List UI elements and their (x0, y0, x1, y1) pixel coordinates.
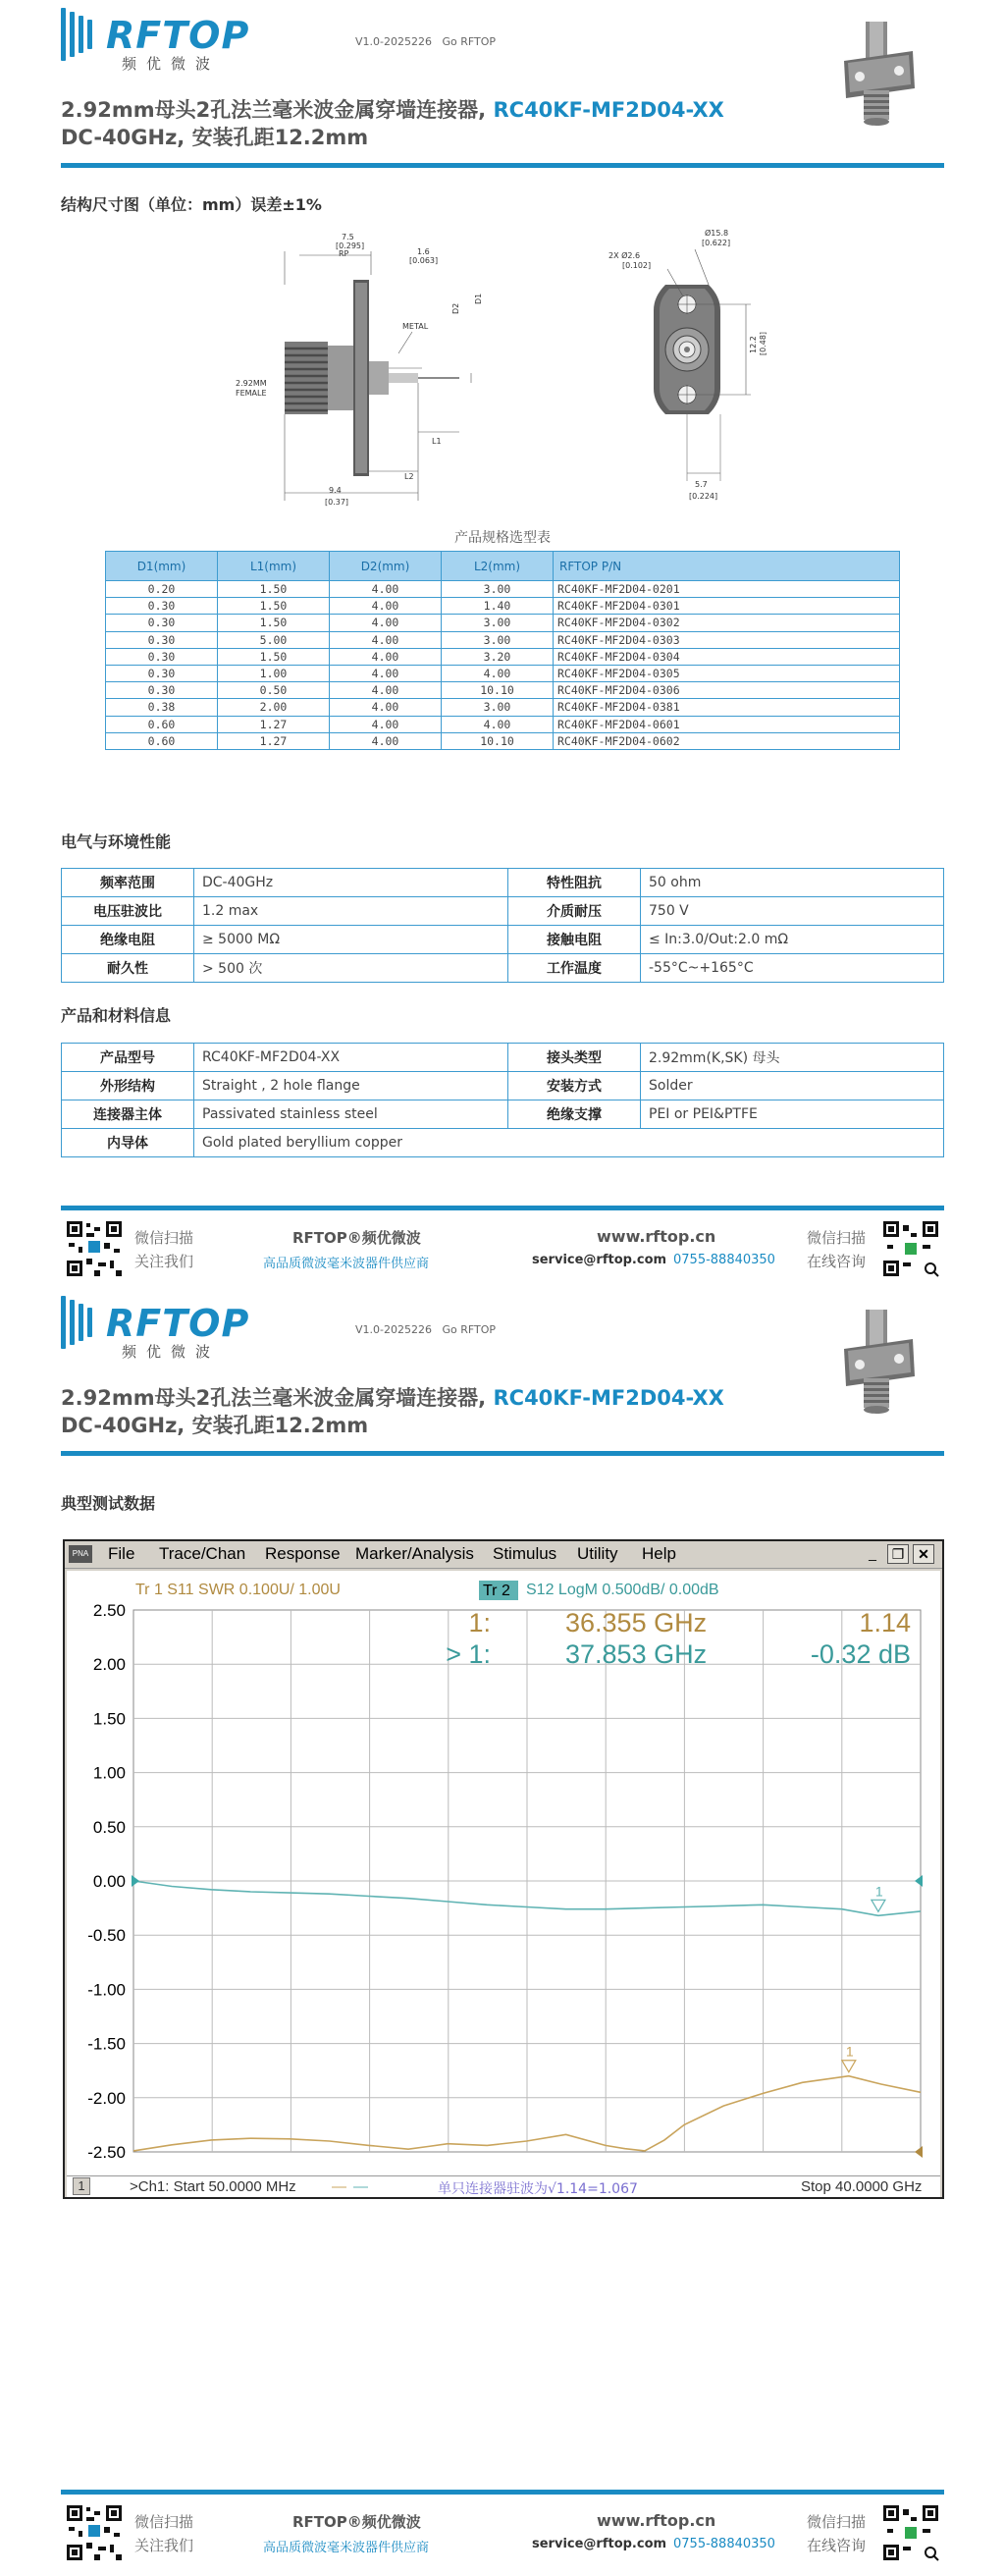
table-row (62, 926, 944, 954)
svg-text:[0.063]: [0.063] (409, 256, 439, 265)
table-cell: 3.00 (442, 699, 554, 716)
property-value: PEI or PEI&PTFE (641, 1100, 944, 1129)
table-cell: 3.00 (442, 631, 554, 648)
table-cell: RC40KF-MF2D04-0303 (554, 631, 900, 648)
footer-online-consult: 在线咨询 (807, 2537, 867, 2554)
version-label: V1.0-2025226 Go RFTOP (355, 35, 497, 48)
front-view-drawing (599, 226, 795, 520)
footer-wechat-scan-right: 微信扫描 (807, 1229, 867, 1247)
table-cell: RC40KF-MF2D04-0601 (554, 716, 900, 732)
svg-text:D2: D2 (451, 302, 460, 314)
y-tick-label: 1.00 (92, 1763, 126, 1783)
product-photo-2 (824, 1300, 932, 1427)
footer-divider (61, 2490, 944, 2495)
svg-text:[0.48]: [0.48] (759, 331, 767, 355)
table-cell: 4.00 (442, 665, 554, 681)
marker-s12-label: 1 (874, 1883, 883, 1900)
table-cell: 4.00 (330, 716, 442, 732)
svg-text:[0.622]: [0.622] (702, 239, 731, 247)
table-cell: 4.00 (330, 682, 442, 699)
status-trace1-legend-icon: — (332, 2178, 346, 2195)
marker1-frequency: 36.355 GHz (565, 1608, 708, 1637)
table-row (106, 716, 900, 732)
col-d1: D1(mm) (106, 552, 218, 581)
table-row (62, 1072, 944, 1100)
trace1-label: Tr 1 S11 SWR 0.100U/ 1.00U (135, 1582, 341, 1598)
vna-menu-bar (65, 1541, 942, 1569)
property-value: 750 V (641, 897, 944, 926)
y-tick-label: -2.50 (87, 2143, 126, 2162)
footer-wechat-scan-right: 微信扫描 (807, 2513, 867, 2531)
y-tick-label: 1.50 (92, 1709, 126, 1729)
spec-table-caption: 产品规格选型表 (454, 530, 551, 546)
footer-divider (61, 1206, 944, 1210)
property-name: 接头类型 (508, 1044, 641, 1072)
status-channel-number: 1 (73, 2177, 90, 2195)
svg-text:2.92MM: 2.92MM (236, 379, 267, 388)
vna-status-bar (67, 2175, 940, 2197)
table-cell: 0.30 (106, 665, 218, 681)
table-cell: RC40KF-MF2D04-0301 (554, 598, 900, 615)
footer-follow-us: 关注我们 (134, 2537, 194, 2554)
status-trace2-legend-icon: — (353, 2178, 368, 2195)
table-row (106, 682, 900, 699)
version-label-2: V1.0-2025226 Go RFTOP (355, 1323, 497, 1336)
property-value: ≤ In:3.0/Out:2.0 mΩ (641, 926, 944, 954)
property-value: DC-40GHz (194, 869, 508, 897)
svg-text:[0.37]: [0.37] (325, 498, 349, 507)
table-row (106, 665, 900, 681)
table-row (62, 1100, 944, 1129)
y-tick-label: 0.00 (92, 1872, 126, 1891)
footer-follow-us: 关注我们 (134, 1253, 194, 1270)
property-name: 外形结构 (62, 1072, 194, 1100)
property-name: 安装方式 (508, 1072, 641, 1100)
table-cell: RC40KF-MF2D04-0201 (554, 581, 900, 598)
close-icon[interactable]: ✕ (913, 1544, 934, 1564)
table-cell: 1.27 (218, 716, 330, 732)
product-subtitle-2: DC-40GHz, 安装孔距12.2mm (61, 1414, 369, 1437)
footer-2 (0, 2490, 1005, 2568)
property-name: 内导体 (62, 1129, 194, 1157)
footer-slogan: 高品质微波毫米波器件供应商 (263, 1257, 430, 1271)
property-name: 电压驻波比 (62, 897, 194, 926)
status-start: >Ch1: Start 50.0000 MHz (130, 2178, 296, 2195)
property-name: 介质耐压 (508, 897, 641, 926)
marker2-frequency: 37.853 GHz (565, 1639, 708, 1669)
restore-icon[interactable]: ❐ (887, 1544, 909, 1564)
table-cell: RC40KF-MF2D04-0381 (554, 699, 900, 716)
svg-text:L1: L1 (432, 437, 442, 446)
property-value: 2.92mm(K,SK) 母头 (641, 1044, 944, 1072)
table-cell: 3.20 (442, 648, 554, 665)
y-tick-label: -1.50 (87, 2034, 126, 2054)
footer-wechat-scan: 微信扫描 (134, 1229, 194, 1247)
table-cell: RC40KF-MF2D04-0602 (554, 732, 900, 749)
footer-phone: 0755-88840350 (673, 1253, 775, 1267)
footer-email-link[interactable]: service@rftop.com (532, 1253, 667, 1267)
svg-text:9.4: 9.4 (329, 486, 342, 495)
footer-email-link[interactable]: service@rftop.com (532, 2537, 667, 2551)
spec-table (105, 551, 900, 750)
y-tick-label: -0.50 (87, 1926, 126, 1946)
col-pn: RFTOP P/N (554, 552, 900, 581)
qr-code-icon (65, 1219, 124, 1278)
section-dimensions: 结构尺寸图（单位：mm）误差±1% (61, 195, 322, 214)
table-cell: 0.60 (106, 716, 218, 732)
table-row (106, 732, 900, 749)
footer-website-link[interactable]: www.rftop.cn (597, 1227, 716, 1246)
y-tick-label: 2.50 (92, 1601, 126, 1620)
property-name: 绝缘支撑 (508, 1100, 641, 1129)
qr-code-consult-icon (881, 2503, 940, 2562)
header-divider (61, 163, 944, 168)
table-cell: 0.60 (106, 732, 218, 749)
property-value: RC40KF-MF2D04-XX (194, 1044, 508, 1072)
table-cell: 1.00 (218, 665, 330, 681)
table-cell: 4.00 (330, 699, 442, 716)
vna-window (63, 1539, 944, 2199)
rftop-logo (61, 4, 267, 71)
property-value: > 500 次 (194, 954, 508, 983)
menu-response[interactable]: Response (265, 1544, 341, 1563)
section-electrical: 电气与环境性能 (61, 832, 172, 851)
svg-text:[0.224]: [0.224] (689, 492, 718, 501)
status-note: 单只连接器驻波为√1.14=1.067 (438, 2181, 638, 2197)
table-row (62, 1129, 944, 1157)
rftop-logo-2 (61, 1292, 267, 1359)
table-row (62, 1044, 944, 1072)
svg-text:2X Ø2.6: 2X Ø2.6 (608, 251, 641, 260)
property-value: -55°C~+165°C (641, 954, 944, 983)
spec-table-header (106, 552, 900, 581)
table-cell: 4.00 (330, 665, 442, 681)
table-row (106, 648, 900, 665)
product-photo (824, 12, 932, 139)
trace2-tag: Tr 2 (483, 1583, 510, 1599)
table-cell: 0.30 (106, 682, 218, 699)
datasheet-page-2 (0, 1288, 1005, 2576)
property-value: Straight , 2 hole flange (194, 1072, 508, 1100)
footer-phone: 0755-88840350 (673, 2537, 775, 2551)
table-cell: 0.50 (218, 682, 330, 699)
table-cell: 2.00 (218, 699, 330, 716)
header-divider-2 (61, 1451, 944, 1456)
qr-code-consult-icon (881, 1219, 940, 1278)
trace2-label: S12 LogM 0.500dB/ 0.00dB (526, 1582, 719, 1598)
vna-app-icon: PNA (69, 1545, 92, 1563)
svg-text:5.7: 5.7 (695, 480, 708, 489)
table-cell: RC40KF-MF2D04-0306 (554, 682, 900, 699)
qr-code-icon (65, 2503, 124, 2562)
marker2-label: > 1: (446, 1639, 491, 1669)
table-row (106, 598, 900, 615)
table-cell: 4.00 (330, 615, 442, 631)
vna-chart (67, 1571, 940, 2175)
y-tick-label: -1.00 (87, 1980, 126, 2000)
svg-text:Ø15.8: Ø15.8 (705, 229, 729, 238)
table-cell: 4.00 (330, 732, 442, 749)
table-cell: 10.10 (442, 732, 554, 749)
menu-marker-analysis[interactable]: Marker/Analysis (355, 1544, 474, 1563)
property-name: 频率范围 (62, 869, 194, 897)
table-cell: 0.30 (106, 598, 218, 615)
logo-subtitle: 频优微波 (122, 55, 221, 73)
svg-text:7.5: 7.5 (342, 233, 354, 242)
table-cell: 1.27 (218, 732, 330, 749)
marker1-label: 1: (468, 1608, 491, 1637)
footer-brand: RFTOP®频优微波 (292, 1229, 421, 1247)
svg-text:METAL: METAL (402, 322, 429, 331)
footer-brand: RFTOP®频优微波 (292, 2513, 421, 2531)
svg-text:D1: D1 (474, 293, 483, 304)
table-row (106, 581, 900, 598)
property-name: 特性阻抗 (508, 869, 641, 897)
table-cell: RC40KF-MF2D04-0304 (554, 648, 900, 665)
table-cell: 0.38 (106, 699, 218, 716)
table-cell: 0.30 (106, 648, 218, 665)
electrical-table (61, 868, 944, 983)
property-name: 工作温度 (508, 954, 641, 983)
property-name: 产品型号 (62, 1044, 194, 1072)
property-value: Gold plated beryllium copper (194, 1129, 944, 1157)
logo-word: RFTOP (106, 1302, 250, 1345)
menu-help[interactable]: Help (642, 1544, 676, 1563)
material-table (61, 1043, 944, 1157)
table-cell: 1.50 (218, 581, 330, 598)
property-value: Passivated stainless steel (194, 1100, 508, 1129)
section-material: 产品和材料信息 (61, 1006, 172, 1025)
marker2-value: -0.32 dB (810, 1639, 911, 1669)
svg-text:L2: L2 (404, 472, 414, 481)
section-test-data: 典型测试数据 (61, 1494, 156, 1513)
y-tick-label: -2.00 (87, 2088, 126, 2108)
table-cell: 0.30 (106, 615, 218, 631)
logo-word: RFTOP (106, 14, 250, 57)
table-cell: RC40KF-MF2D04-0305 (554, 665, 900, 681)
table-cell: 3.00 (442, 615, 554, 631)
y-tick-label: 0.50 (92, 1817, 126, 1837)
table-cell: 10.10 (442, 682, 554, 699)
svg-text:[0.295]: [0.295] (336, 242, 365, 250)
property-value: 1.2 max (194, 897, 508, 926)
marker-swr-label: 1 (845, 2043, 854, 2060)
svg-text:RP: RP (339, 249, 349, 258)
table-row (106, 699, 900, 716)
table-row (62, 897, 944, 926)
table-cell: 5.00 (218, 631, 330, 648)
product-title-2: 2.92mm母头2孔法兰毫米波金属穿墙连接器, RC40KF-MF2D04-XX (61, 1386, 724, 1410)
property-value: Solder (641, 1072, 944, 1100)
property-name: 连接器主体 (62, 1100, 194, 1129)
menu-trace-chan[interactable]: Trace/Chan (159, 1544, 246, 1563)
menu-file[interactable]: File (108, 1544, 135, 1563)
property-name: 接触电阻 (508, 926, 641, 954)
menu-stimulus[interactable]: Stimulus (493, 1544, 557, 1563)
col-l1: L1(mm) (218, 552, 330, 581)
property-name: 耐久性 (62, 954, 194, 983)
footer (0, 1206, 1005, 1284)
footer-wechat-scan: 微信扫描 (134, 2513, 194, 2531)
footer-online-consult: 在线咨询 (807, 1253, 867, 1270)
table-row (62, 954, 944, 983)
col-l2: L2(mm) (442, 552, 554, 581)
table-cell: 3.00 (442, 581, 554, 598)
table-cell: 1.50 (218, 598, 330, 615)
svg-text:FEMALE: FEMALE (236, 389, 267, 398)
table-cell: RC40KF-MF2D04-0302 (554, 615, 900, 631)
table-cell: 4.00 (330, 598, 442, 615)
product-subtitle: DC-40GHz, 安装孔距12.2mm (61, 126, 369, 149)
table-cell: 4.00 (330, 648, 442, 665)
table-cell: 4.00 (442, 716, 554, 732)
table-cell: 0.30 (106, 631, 218, 648)
table-cell: 1.40 (442, 598, 554, 615)
svg-text:12.2: 12.2 (749, 336, 758, 353)
table-cell: 1.50 (218, 648, 330, 665)
status-stop: Stop 40.0000 GHz (801, 2178, 923, 2195)
table-row (62, 869, 944, 897)
property-name: 绝缘电阻 (62, 926, 194, 954)
footer-slogan: 高品质微波毫米波器件供应商 (263, 2541, 430, 2555)
y-tick-label: 2.00 (92, 1655, 126, 1675)
side-view-drawing (226, 226, 501, 510)
marker1-value: 1.14 (859, 1608, 911, 1637)
table-row (106, 615, 900, 631)
property-value: 50 ohm (641, 869, 944, 897)
svg-text:1.6: 1.6 (417, 247, 430, 256)
footer-website-link[interactable]: www.rftop.cn (597, 2511, 716, 2530)
minimize-icon[interactable]: _ (869, 1545, 876, 1561)
menu-utility[interactable]: Utility (577, 1544, 618, 1563)
table-cell: 0.20 (106, 581, 218, 598)
table-cell: 4.00 (330, 581, 442, 598)
table-cell: 1.50 (218, 615, 330, 631)
svg-text:[0.102]: [0.102] (622, 261, 652, 270)
property-value: ≥ 5000 MΩ (194, 926, 508, 954)
col-d2: D2(mm) (330, 552, 442, 581)
logo-subtitle: 频优微波 (122, 1343, 221, 1361)
table-cell: 4.00 (330, 631, 442, 648)
product-title: 2.92mm母头2孔法兰毫米波金属穿墙连接器, RC40KF-MF2D04-XX (61, 98, 724, 122)
table-row (106, 631, 900, 648)
